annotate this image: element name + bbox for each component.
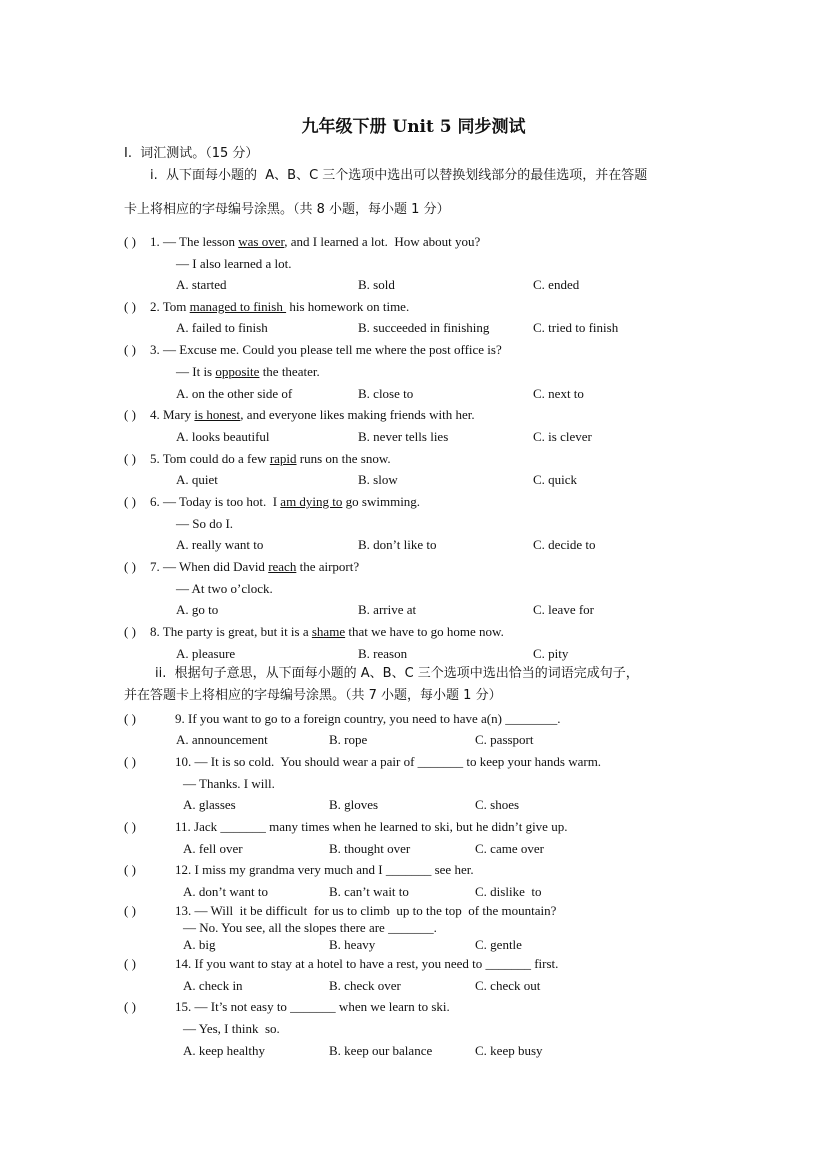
answer-blank: ( ) xyxy=(124,711,136,726)
option-b: B. heavy xyxy=(329,937,376,952)
option-c: C. keep busy xyxy=(475,1043,543,1058)
option-b: B. keep our balance xyxy=(329,1043,433,1058)
option-b: B. don’t like to xyxy=(358,537,437,552)
page-title: 九年级下册 Unit 5 同步测试 xyxy=(301,117,526,137)
question-3-response: — It is opposite the theater. xyxy=(176,364,320,379)
answer-blank: ( ) xyxy=(124,862,136,877)
option-b: B. rope xyxy=(329,732,368,747)
option-a: A. quiet xyxy=(176,472,218,487)
question-2: 2. Tom managed to finish his homework on time. xyxy=(150,299,410,314)
question-10-response: — Thanks. I will. xyxy=(183,776,275,791)
option-c: C. gentle xyxy=(475,937,522,952)
answer-blank: ( ) xyxy=(124,494,136,509)
option-c: C. passport xyxy=(475,732,534,747)
option-a: A. really want to xyxy=(176,537,264,552)
question-12: 12. I miss my grandma very much and I _______ see her. xyxy=(175,862,474,877)
option-c: C. decide to xyxy=(533,537,596,552)
option-a: A. big xyxy=(183,937,216,952)
question-15: 15. — It’s not easy to _______ when we learn to ski. xyxy=(175,999,450,1014)
question-6: 6. — Today is too hot. I am dying to go swimming. xyxy=(150,494,421,509)
answer-blank: ( ) xyxy=(124,624,136,639)
option-a: A. started xyxy=(176,277,227,292)
option-b: B. gloves xyxy=(329,797,379,812)
option-a: A. glasses xyxy=(183,797,236,812)
question-4: 4. Mary is honest, and everyone likes making friends with her. xyxy=(150,407,475,422)
answer-blank: ( ) xyxy=(124,956,136,971)
answer-blank: ( ) xyxy=(124,559,136,574)
answer-blank: ( ) xyxy=(124,451,136,466)
option-c: C. came over xyxy=(475,841,544,856)
question-3: 3. — Excuse me. Could you please tell me where the post office is? xyxy=(150,342,502,357)
answer-blank: ( ) xyxy=(124,819,136,834)
question-7-response: — At two o’clock. xyxy=(176,581,273,596)
option-c: C. check out xyxy=(475,978,541,993)
option-c: C. dislike to xyxy=(475,884,542,899)
answer-blank: ( ) xyxy=(124,903,136,918)
option-c: C. pity xyxy=(533,646,569,661)
part-ii-instruction-line2: 并在答题卡上将相应的字母编号涂黑。（共 7 小题，每小题 1 分） xyxy=(124,688,502,703)
question-9: 9. If you want to go to a foreign country, you need to have a(n) ________. xyxy=(175,711,561,726)
option-a: A. looks beautiful xyxy=(176,429,270,444)
part-ii-instruction-line1: ii. 根据句子意思，从下面每小题的 A、B、C 三个选项中选出恰当的词语完成句子， xyxy=(155,666,639,681)
question-15-response: — Yes, I think so. xyxy=(183,1021,280,1036)
option-b: B. reason xyxy=(358,646,408,661)
option-a: A. check in xyxy=(183,978,243,993)
option-b: B. check over xyxy=(329,978,401,993)
option-a: A. pleasure xyxy=(176,646,236,661)
option-c: C. tried to finish xyxy=(533,320,619,335)
answer-blank: ( ) xyxy=(124,342,136,357)
option-a: A. announcement xyxy=(176,732,268,747)
option-b: B. thought over xyxy=(329,841,411,856)
question-13-response: — No. You see, all the slopes there are _______. xyxy=(183,920,437,935)
option-a: A. don’t want to xyxy=(183,884,268,899)
option-b: B. sold xyxy=(358,277,395,292)
option-c: C. next to xyxy=(533,386,584,401)
option-c: C. quick xyxy=(533,472,578,487)
question-5: 5. Tom could do a few rapid runs on the snow. xyxy=(150,451,391,466)
question-14: 14. If you want to stay at a hotel to have a rest, you need to _______ first. xyxy=(175,956,559,971)
question-10: 10. — It is so cold. You should wear a pair of _______ to keep your hands warm. xyxy=(175,754,602,769)
answer-blank: ( ) xyxy=(124,299,136,314)
question-8: 8. The party is great, but it is a shame that we have to go home now. xyxy=(150,624,504,639)
answer-blank: ( ) xyxy=(124,754,136,769)
option-b: B. never tells lies xyxy=(358,429,449,444)
part-i-instruction-line2: 卡上将相应的字母编号涂黑。（共 8 小题，每小题 1 分） xyxy=(124,202,450,217)
option-a: A. failed to finish xyxy=(176,320,268,335)
option-b: B. succeeded in finishing xyxy=(358,320,490,335)
question-11: 11. Jack _______ many times when he learned to ski, but he didn’t give up. xyxy=(175,819,568,834)
answer-blank: ( ) xyxy=(124,234,136,249)
option-c: C. is clever xyxy=(533,429,592,444)
option-b: B. can’t wait to xyxy=(329,884,409,899)
option-b: B. slow xyxy=(358,472,398,487)
section-heading: I. 词汇测试。（15 分） xyxy=(124,146,259,161)
option-a: A. on the other side of xyxy=(176,386,293,401)
question-1-response: — I also learned a lot. xyxy=(176,256,292,271)
option-c: C. shoes xyxy=(475,797,520,812)
question-6-response: — So do I. xyxy=(176,516,234,531)
question-1: 1. — The lesson was over, and I learned a lot. How about you? xyxy=(150,234,481,249)
question-7: 7. — When did David reach the airport? xyxy=(150,559,360,574)
question-13: 13. — Will it be difficult for us to climb up to the top of the mountain? xyxy=(175,903,557,918)
answer-blank: ( ) xyxy=(124,999,136,1014)
option-c: C. ended xyxy=(533,277,580,292)
option-a: A. keep healthy xyxy=(183,1043,265,1058)
option-a: A. go to xyxy=(176,602,219,617)
option-b: B. close to xyxy=(358,386,414,401)
option-b: B. arrive at xyxy=(358,602,417,617)
answer-blank: ( ) xyxy=(124,407,136,422)
option-a: A. fell over xyxy=(183,841,243,856)
option-c: C. leave for xyxy=(533,602,595,617)
part-i-instruction-line1: i. 从下面每小题的 A、B、C 三个选项中选出可以替换划线部分的最佳选项，并在答题 xyxy=(150,168,648,183)
